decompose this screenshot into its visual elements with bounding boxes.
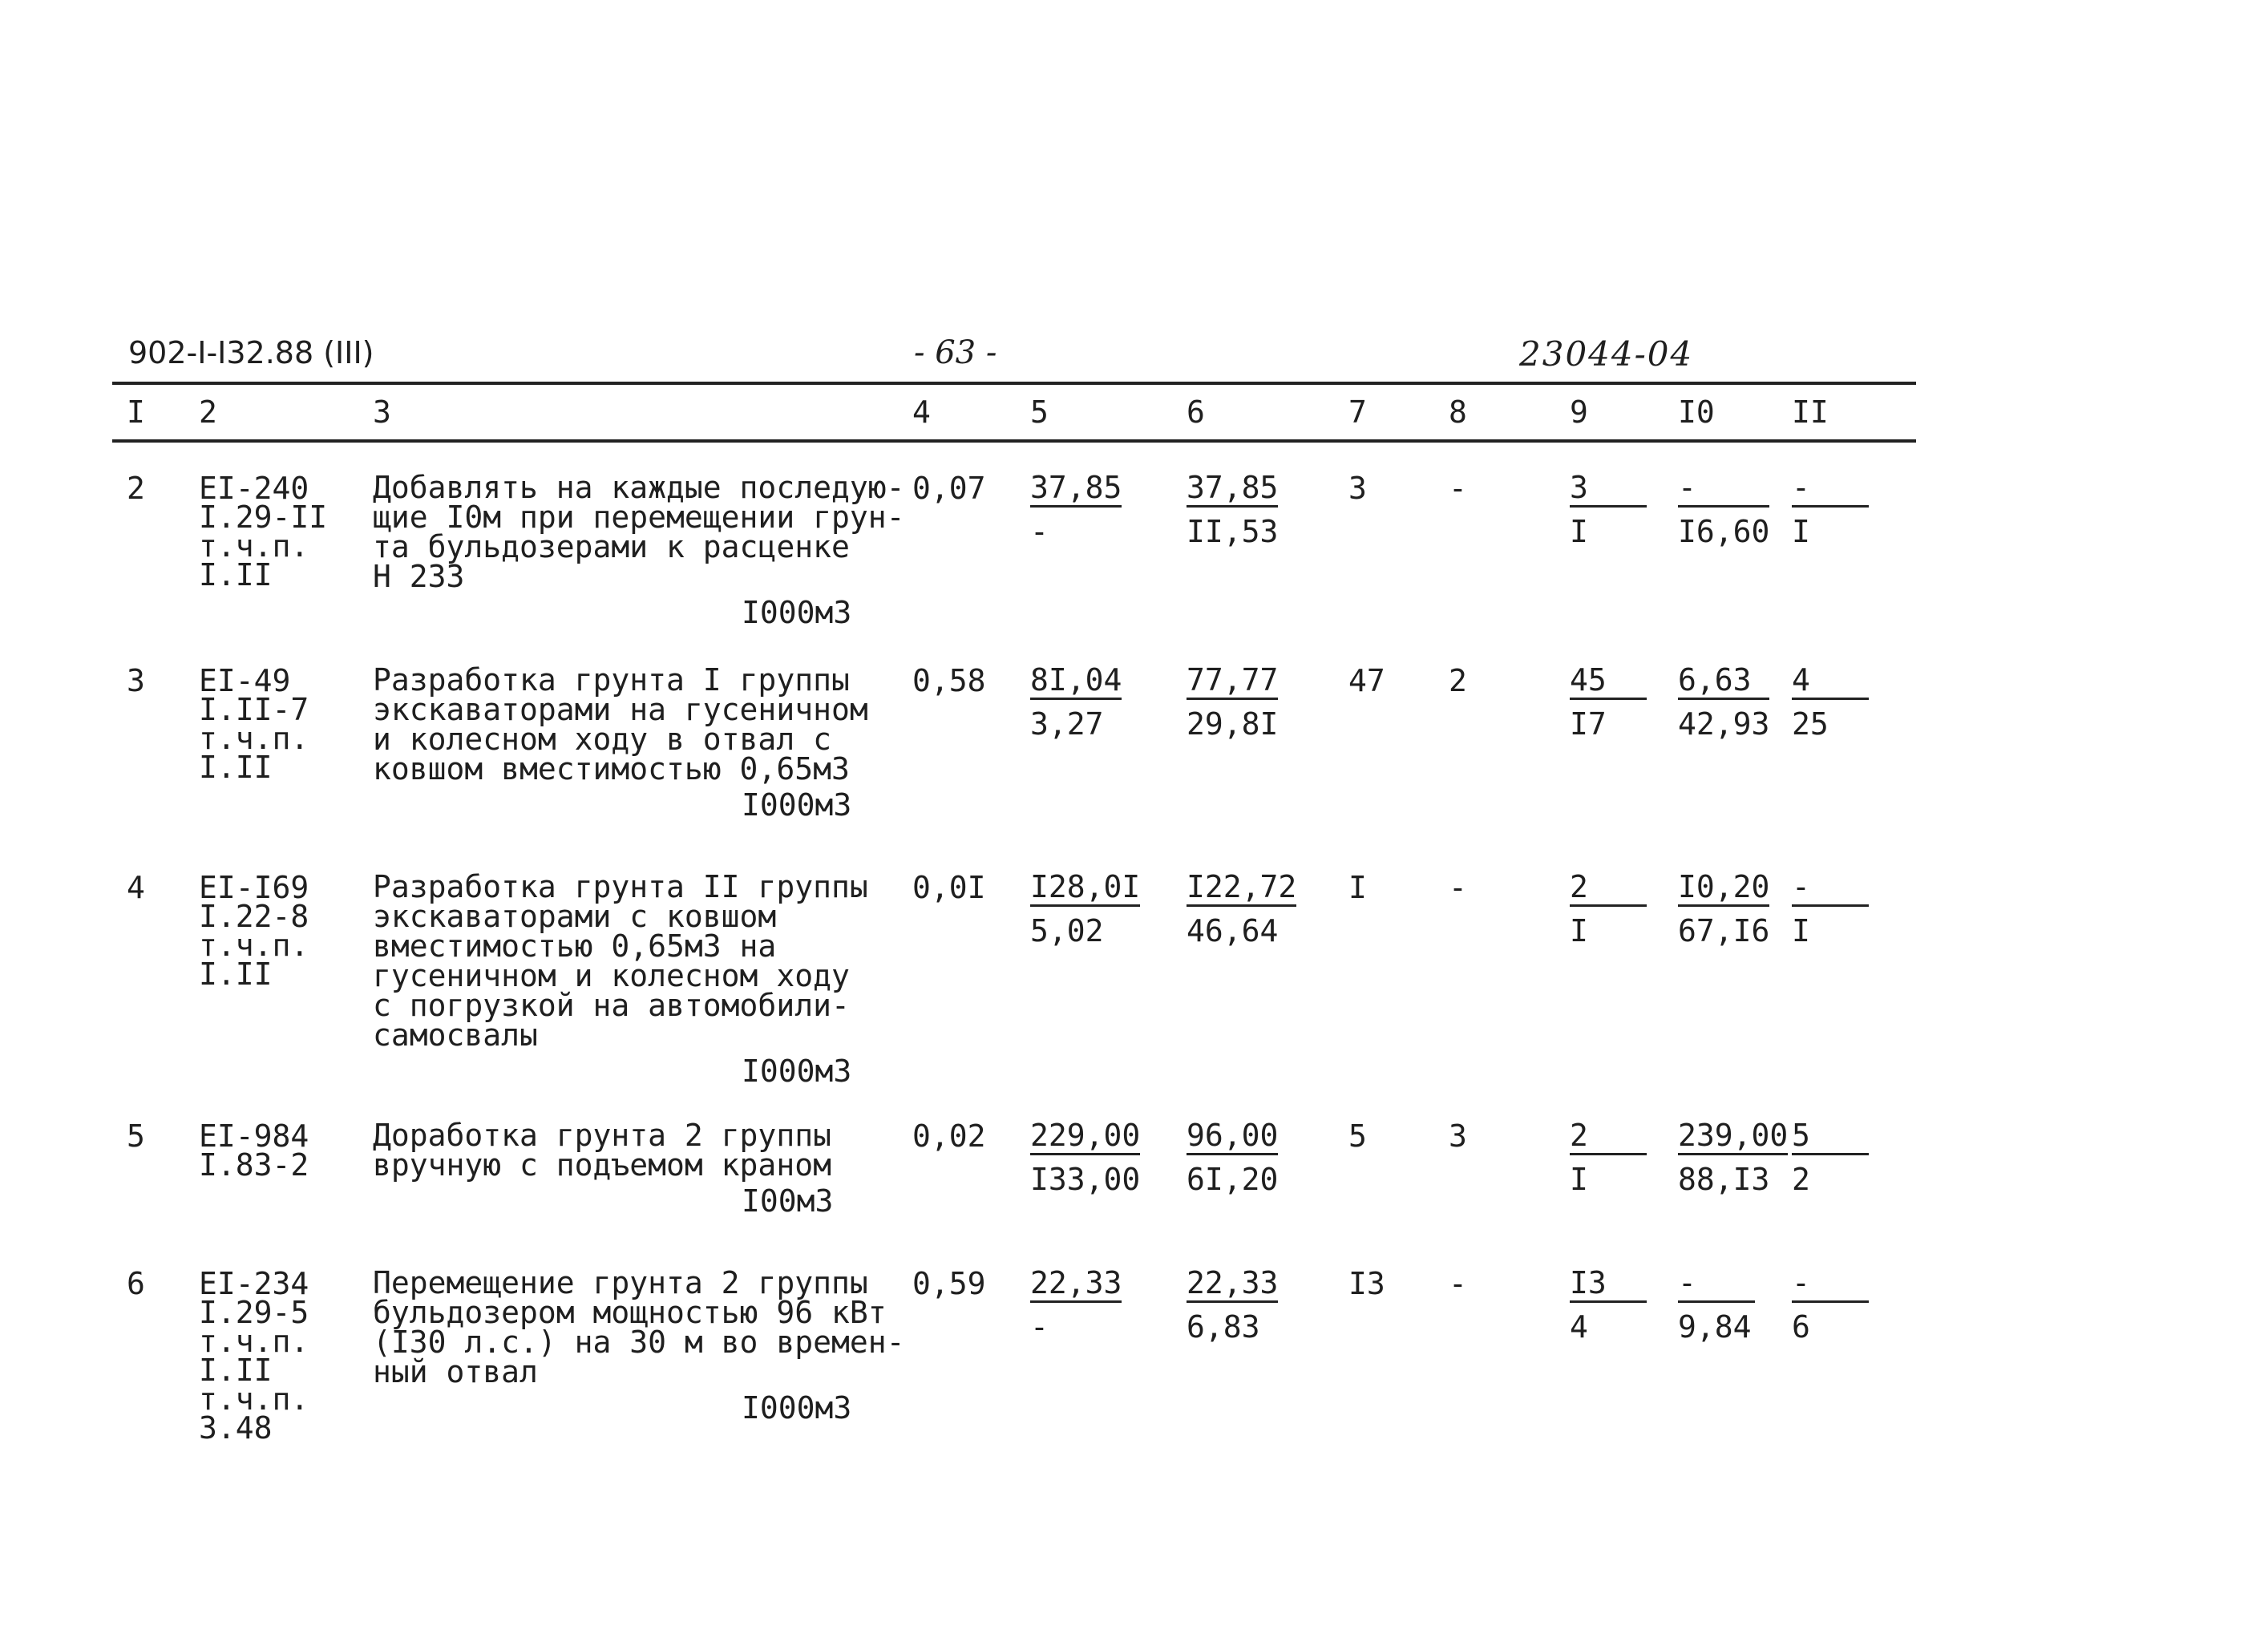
total-cost-denominator: II,53 xyxy=(1187,514,1279,549)
column-number: 3 xyxy=(373,394,391,430)
column-11-fraction-numerator: - xyxy=(1792,1267,1869,1303)
norm-code-line: I.II-7 xyxy=(199,692,309,727)
unit-cost-numerator: 229,00 xyxy=(1030,1119,1140,1155)
unit-cost-denominator: 5,02 xyxy=(1030,913,1104,948)
norm-code-line: т.ч.п. xyxy=(199,1324,309,1359)
norm-code-line: I.22-8 xyxy=(199,899,309,934)
unit-of-measure: I000м3 xyxy=(742,595,852,630)
work-description: Добавлять на каждые последую- щие I0м при перемещении грун- та бульдозерами к расценке Н 233 xyxy=(373,470,905,594)
column-7-value: 5 xyxy=(1348,1118,1367,1154)
total-cost xyxy=(1187,871,1296,947)
total-cost xyxy=(1187,1267,1278,1343)
norm-code-line: т.ч.п. xyxy=(199,1381,309,1417)
document-number: 23044-04 xyxy=(1519,334,1694,374)
column-9-fraction xyxy=(1570,871,1647,947)
total-cost-denominator: 29,8I xyxy=(1187,706,1279,742)
column-11-fraction xyxy=(1792,871,1869,947)
norm-code-line: I.II xyxy=(199,956,273,992)
norm-code-line: I.29-II xyxy=(199,499,328,535)
column-7-value: I xyxy=(1348,870,1367,905)
column-11-fraction-denominator: 2 xyxy=(1792,1162,1810,1197)
unit-cost xyxy=(1030,1119,1140,1195)
unit-of-measure: I000м3 xyxy=(742,1054,852,1089)
row-number: 3 xyxy=(127,663,145,698)
norm-code-line: EI-49 xyxy=(199,663,291,698)
total-cost-denominator: 46,64 xyxy=(1187,913,1279,948)
quantity: 0,07 xyxy=(912,471,986,506)
unit-cost-denominator: - xyxy=(1030,514,1049,549)
column-8-value: 3 xyxy=(1449,1118,1467,1154)
column-9-fraction-numerator: 2 xyxy=(1570,1119,1647,1155)
column-9-fraction-numerator: 3 xyxy=(1570,471,1647,508)
norm-code-line: т.ч.п. xyxy=(199,721,309,756)
unit-cost-denominator: I33,00 xyxy=(1030,1162,1141,1197)
column-10-fraction-numerator: - xyxy=(1678,471,1769,508)
column-10-fraction-denominator: 42,93 xyxy=(1678,706,1770,742)
unit-of-measure: I000м3 xyxy=(742,1390,852,1426)
column-11-fraction-denominator: I xyxy=(1792,913,1810,948)
column-9-fraction xyxy=(1570,1119,1647,1195)
column-9-fraction-numerator: 2 xyxy=(1570,871,1647,907)
row-number: 6 xyxy=(127,1266,145,1301)
column-10-fraction xyxy=(1678,664,1769,740)
column-number: 2 xyxy=(199,394,217,430)
norm-code-line: EI-I69 xyxy=(199,870,309,905)
column-10-fraction-numerator: I0,20 xyxy=(1678,871,1769,907)
column-11-fraction-denominator: 6 xyxy=(1792,1309,1810,1345)
work-description: Перемещение грунта 2 группы бульдозером мощностью 96 кВт (I30 л.с.) на 30 м во времен- ный отвал xyxy=(373,1265,905,1389)
column-11-fraction-numerator: - xyxy=(1792,471,1869,508)
column-11-fraction-numerator: - xyxy=(1792,871,1869,907)
total-cost-numerator: 37,85 xyxy=(1187,471,1278,508)
norm-code-line: т.ч.п. xyxy=(199,928,309,963)
column-9-fraction-denominator: 4 xyxy=(1570,1309,1588,1345)
column-9-fraction-numerator: 45 xyxy=(1570,664,1647,700)
unit-of-measure: I000м3 xyxy=(742,787,852,823)
column-11-fraction-numerator: 4 xyxy=(1792,664,1869,700)
total-cost-denominator: 6I,20 xyxy=(1187,1162,1279,1197)
norm-code-line: I.II xyxy=(199,750,273,785)
column-number: I0 xyxy=(1678,394,1715,430)
column-11-fraction-denominator: I xyxy=(1792,514,1810,549)
unit-cost-denominator: 3,27 xyxy=(1030,706,1104,742)
column-9-fraction xyxy=(1570,471,1647,548)
column-10-fraction-denominator: 88,I3 xyxy=(1678,1162,1770,1197)
column-9-fraction-denominator: I xyxy=(1570,514,1588,549)
column-7-value: 47 xyxy=(1348,663,1385,698)
norm-code-line: EI-240 xyxy=(199,471,309,506)
unit-cost xyxy=(1030,1267,1122,1343)
unit-cost xyxy=(1030,871,1140,947)
norm-code-line: EI-234 xyxy=(199,1266,309,1301)
column-10-fraction-numerator: 239,00 xyxy=(1678,1119,1788,1155)
page-number: - 63 - xyxy=(914,334,997,371)
work-description: Разработка грунта I группы экскаваторами на гусеничном и колесном ходу в отвал с ковшом вместимостью 0,65м3 xyxy=(373,662,868,787)
column-number: I xyxy=(127,394,145,430)
column-10-fraction-numerator: - xyxy=(1678,1267,1755,1303)
column-11-fraction-denominator: 25 xyxy=(1792,706,1829,742)
table-header-rule xyxy=(112,439,1916,443)
unit-cost-numerator: 22,33 xyxy=(1030,1267,1122,1303)
total-cost xyxy=(1187,1119,1278,1195)
column-11-fraction xyxy=(1792,471,1869,548)
column-number: 6 xyxy=(1187,394,1205,430)
unit-cost-numerator: 8I,04 xyxy=(1030,664,1122,700)
total-cost-numerator: 77,77 xyxy=(1187,664,1278,700)
norm-code-line: 3.48 xyxy=(199,1410,273,1446)
column-8-value: - xyxy=(1449,471,1467,506)
column-9-fraction-denominator: I xyxy=(1570,913,1588,948)
unit-cost xyxy=(1030,471,1122,548)
row-number: 5 xyxy=(127,1118,145,1154)
total-cost xyxy=(1187,664,1278,740)
column-number: 9 xyxy=(1570,394,1588,430)
quantity: 0,59 xyxy=(912,1266,986,1301)
column-8-value: - xyxy=(1449,1266,1467,1301)
unit-cost xyxy=(1030,664,1122,740)
column-7-value: 3 xyxy=(1348,471,1367,506)
column-11-fraction xyxy=(1792,1119,1869,1195)
total-cost-numerator: 96,00 xyxy=(1187,1119,1278,1155)
norm-code-line: I.II xyxy=(199,1353,273,1388)
total-cost-denominator: 6,83 xyxy=(1187,1309,1260,1345)
column-9-fraction-denominator: I7 xyxy=(1570,706,1607,742)
column-10-fraction xyxy=(1678,1119,1788,1195)
column-number: 7 xyxy=(1348,394,1367,430)
column-9-fraction xyxy=(1570,664,1647,740)
column-11-fraction xyxy=(1792,1267,1869,1343)
column-11-fraction xyxy=(1792,664,1869,740)
column-10-fraction-numerator: 6,63 xyxy=(1678,664,1769,700)
column-10-fraction xyxy=(1678,471,1769,548)
unit-of-measure: I00м3 xyxy=(742,1183,834,1219)
column-8-value: 2 xyxy=(1449,663,1467,698)
norm-code-line: I.83-2 xyxy=(199,1147,309,1183)
row-number: 2 xyxy=(127,471,145,506)
column-9-fraction-denominator: I xyxy=(1570,1162,1588,1197)
row-number: 4 xyxy=(127,870,145,905)
work-description: Доработка грунта 2 группы вручную с подъемом краном xyxy=(373,1118,831,1183)
table-top-rule xyxy=(112,382,1916,385)
unit-cost-numerator: I28,0I xyxy=(1030,871,1140,907)
quantity: 0,58 xyxy=(912,663,986,698)
norm-code-line: I.II xyxy=(199,557,273,592)
total-cost-numerator: I22,72 xyxy=(1187,871,1296,907)
total-cost-numerator: 22,33 xyxy=(1187,1267,1278,1303)
column-7-value: I3 xyxy=(1348,1266,1385,1301)
norm-code-line: I.29-5 xyxy=(199,1295,309,1330)
unit-cost-denominator: - xyxy=(1030,1309,1049,1345)
column-10-fraction-denominator: 9,84 xyxy=(1678,1309,1752,1345)
column-8-value: - xyxy=(1449,870,1467,905)
column-number: 4 xyxy=(912,394,931,430)
column-number: 8 xyxy=(1449,394,1467,430)
work-description: Разработка грунта II группы экскаваторами с ковшом вместимостью 0,65м3 на гусеничном и колесном ходу с погрузкой на автомобили- самосвалы xyxy=(373,869,868,1053)
column-10-fraction-denominator: I6,60 xyxy=(1678,514,1770,549)
column-10-fraction-denominator: 67,I6 xyxy=(1678,913,1770,948)
column-9-fraction-numerator: I3 xyxy=(1570,1267,1647,1303)
column-10-fraction xyxy=(1678,871,1769,947)
column-9-fraction xyxy=(1570,1267,1647,1343)
quantity: 0,02 xyxy=(912,1118,986,1154)
column-number: 5 xyxy=(1030,394,1049,430)
column-10-fraction xyxy=(1678,1267,1755,1343)
total-cost xyxy=(1187,471,1278,548)
column-number: II xyxy=(1792,394,1829,430)
document-code: 902-I-I32.88 (III) xyxy=(128,335,374,370)
norm-code-line: т.ч.п. xyxy=(199,528,309,564)
norm-code-line: EI-984 xyxy=(199,1118,309,1154)
unit-cost-numerator: 37,85 xyxy=(1030,471,1122,508)
column-11-fraction-numerator: 5 xyxy=(1792,1119,1869,1155)
quantity: 0,0I xyxy=(912,870,986,905)
